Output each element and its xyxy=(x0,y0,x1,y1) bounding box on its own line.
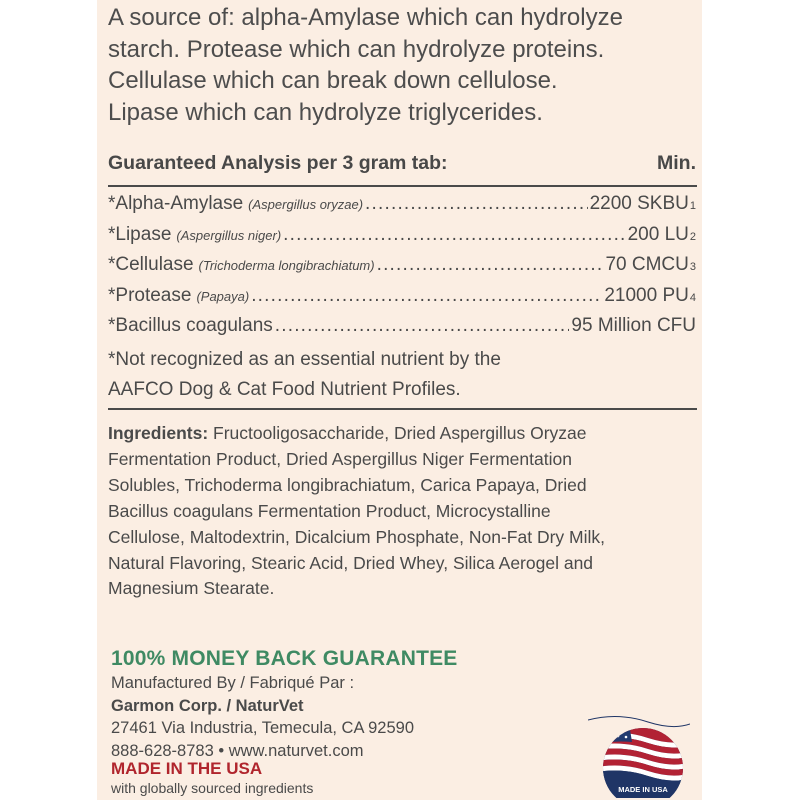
ingredients-line xyxy=(108,421,698,447)
ingredients-line: Natural Flavoring, Stearic Acid, Dried Whey, Silica Aerogel and xyxy=(108,552,594,573)
ingredients-section xyxy=(108,421,698,602)
footnote-marker: 1 xyxy=(689,200,696,212)
analysis-value: 95 Million CFU xyxy=(571,315,696,336)
analysis-row xyxy=(108,315,696,346)
analysis-name: *Bacillus coagulans xyxy=(108,315,273,336)
ingredients-label: Ingredients: xyxy=(108,423,209,443)
money-back-guarantee: 100% MONEY BACK GUARANTEE xyxy=(111,647,458,670)
disclaimer-line: *Not recognized as an essential nutrient by the xyxy=(108,349,501,370)
intro-line: Lipase which can hydrolyze triglycerides. xyxy=(108,98,543,126)
min-label: Min. xyxy=(657,152,696,174)
analysis-row xyxy=(108,254,696,285)
dot-leader xyxy=(251,285,602,307)
dot-leader xyxy=(365,193,588,215)
ingredients-text: Fructooligosaccharide, Dried Aspergillus Oryzae xyxy=(208,423,587,443)
made-in-usa-text: MADE IN THE USA xyxy=(111,759,263,778)
manufacturer-address: 27461 Via Industria, Temecula, CA 92590 xyxy=(111,719,415,737)
divider xyxy=(108,408,697,410)
analysis-row xyxy=(108,285,696,316)
aafco-disclaimer xyxy=(108,345,698,405)
footnote-marker: 3 xyxy=(689,261,696,273)
analysis-name: *Protease xyxy=(108,284,192,306)
footnote-marker: 4 xyxy=(689,291,696,304)
divider xyxy=(108,185,697,187)
analysis-row xyxy=(108,193,696,224)
intro-line: starch. Protease which can hydrolyze proteins. xyxy=(108,35,605,63)
footnote-marker: 2 xyxy=(689,230,696,243)
analysis-row xyxy=(108,224,696,255)
analysis-name: *Cellulase xyxy=(108,254,194,275)
intro-line: Cellulase which can break down cellulose. xyxy=(108,67,558,94)
dot-leader xyxy=(283,224,625,246)
analysis-value: 70 CMCU xyxy=(605,254,689,275)
ingredients-line: Solubles, Trichoderma longibrachiatum, Carica Papaya, Dried xyxy=(108,474,587,495)
sourcing-note: with globally sourced ingredients xyxy=(111,780,314,796)
ingredients-line: Bacillus coagulans Fermentation Product, Microcystalline xyxy=(108,500,551,521)
analysis-source: (Aspergillus oryzae) xyxy=(248,197,364,212)
intro-line: A source of: alpha-Amylase which can hydrolyze xyxy=(108,4,623,31)
disclaimer-line: AAFCO Dog & Cat Food Nutrient Profiles. xyxy=(108,379,461,400)
analysis-source: (Aspergillus niger) xyxy=(176,227,282,243)
analysis-name: *Lipase xyxy=(108,223,172,245)
us-flag-badge-icon xyxy=(588,712,690,798)
ingredients-line: Cellulose, Maltodextrin, Dicalcium Phosphate, Non-Fat Dry Milk, xyxy=(108,526,605,547)
manufacturer-contact: 888-628-8783 • www.naturvet.com xyxy=(111,741,364,760)
guaranteed-analysis-title: Guaranteed Analysis per 3 gram tab: xyxy=(108,152,448,174)
manufacturer-info xyxy=(111,672,414,762)
guaranteed-analysis-table xyxy=(108,193,696,346)
svg-text:MADE IN USA: MADE IN USA xyxy=(618,785,668,794)
analysis-source: (Papaya) xyxy=(196,288,250,304)
dot-leader xyxy=(377,254,604,276)
ingredients-line: Magnesium Stearate. xyxy=(108,578,275,599)
guaranteed-analysis-header xyxy=(108,152,696,182)
dot-leader xyxy=(275,315,570,337)
manufacturer-company: Garmon Corp. / NaturVet xyxy=(111,696,304,715)
analysis-value: 2200 SKBU xyxy=(589,193,689,214)
manufacturer-label: Manufactured By / Fabriqué Par : xyxy=(111,674,355,692)
enzyme-description xyxy=(108,2,698,128)
analysis-source: (Trichoderma longibrachiatum) xyxy=(198,258,375,273)
ingredients-line: Fermentation Product, Dried Aspergillus Niger Fermentation xyxy=(108,448,572,469)
analysis-value: 21000 PU xyxy=(604,284,689,306)
analysis-value: 200 LU xyxy=(627,223,689,245)
analysis-name: *Alpha-Amylase xyxy=(108,193,244,214)
